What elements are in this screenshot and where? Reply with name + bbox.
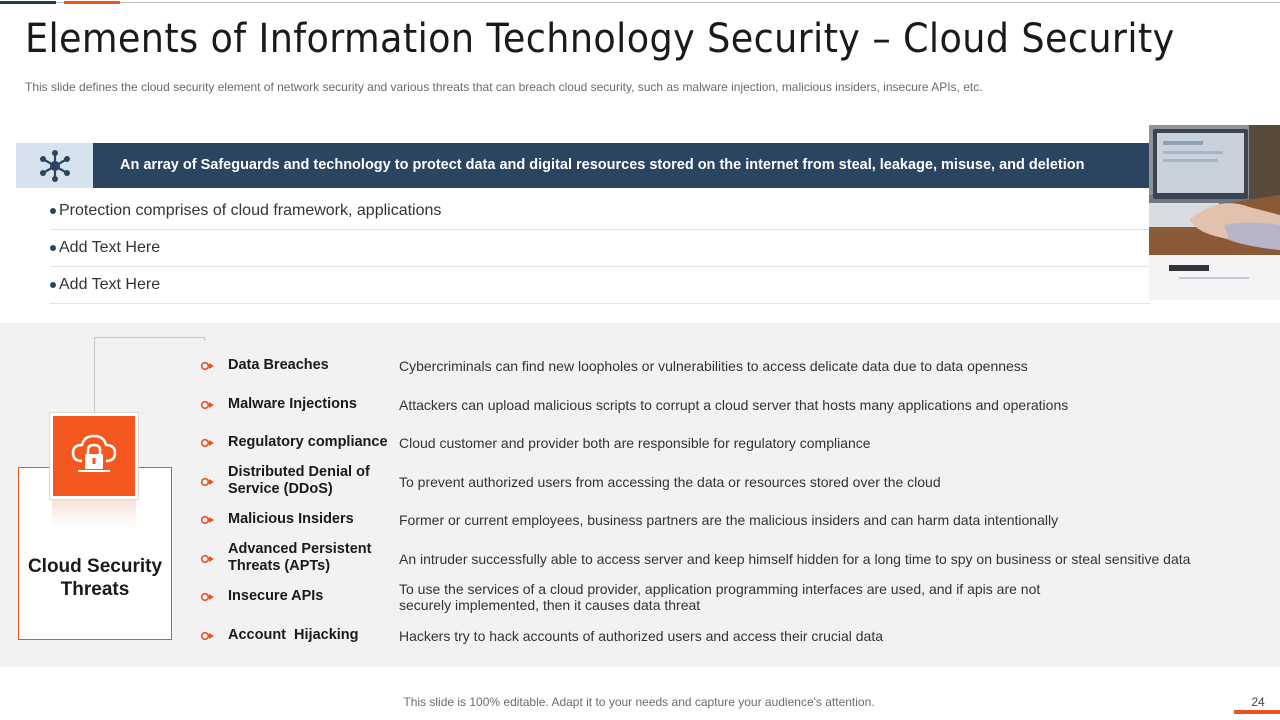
- arrow-marker-icon: [200, 477, 214, 487]
- network-hub-icon: [38, 149, 72, 183]
- top-rule: [0, 2, 1280, 3]
- definition-bullet: [50, 193, 1150, 230]
- page-subtitle: This slide defines the cloud security element of network security and various threats that can breach cloud security, such as malware injection, malicious insiders, insecure APIs, etc.: [25, 80, 983, 94]
- threat-description: Cloud customer and provider both are responsible for regulatory compliance: [399, 435, 871, 451]
- bullet-text: Add Text Here: [59, 276, 161, 293]
- laptop-photo: [1149, 125, 1280, 300]
- footer-note-text: This slide is 100% editable. Adapt it to your needs and capture your audience's attention.: [403, 695, 875, 709]
- definition-bullet: [50, 267, 1150, 304]
- threat-description: An intruder successfully able to access server and keep himself hidden for a long time to spy on business or steal sensitive data: [399, 551, 1191, 567]
- threat-name: Distributed Denial of Service (DDoS): [228, 464, 370, 497]
- icon-shadow: [52, 500, 136, 526]
- threat-name: Data Breaches: [228, 357, 329, 373]
- page-title: Elements of Information Technology Security – Cloud Security: [25, 16, 1175, 62]
- threat-name: Malicious Insiders: [228, 511, 354, 527]
- threat-name: Regulatory compliance: [228, 434, 388, 450]
- threat-description: Cybercriminals can find new loopholes or vulnerabilities to access delicate data due to data openness: [399, 358, 1028, 374]
- threat-description: To prevent authorized users from accessing the data or resources stored over the cloud: [399, 474, 941, 490]
- arrow-marker-icon: [200, 438, 214, 448]
- arrow-marker-icon: [200, 515, 214, 525]
- footer-note: [0, 695, 1280, 709]
- threats-title: Cloud Security Threats: [27, 556, 163, 600]
- threat-description: Hackers try to hack accounts of authorized users and access their crucial data: [399, 628, 884, 644]
- connector-line: [204, 337, 205, 341]
- threat-name: Insecure APIs: [228, 588, 324, 604]
- page-number-underline: [1234, 710, 1280, 714]
- arrow-marker-icon: [200, 400, 214, 410]
- definition-banner: An array of Safeguards and technology to protect data and digital resources stored on the internet from steal, leakage, misuse, and deletion: [93, 143, 1149, 188]
- threat-name: Account Hijacking: [228, 627, 359, 643]
- top-accent-orange: [64, 1, 120, 4]
- threat-description: Former or current employees, business partners are the malicious insiders and can harm data intentionally: [399, 512, 1059, 528]
- definition-bullet: [50, 230, 1150, 267]
- threat-name: Malware Injections: [228, 396, 357, 412]
- threat-description: Attackers can upload malicious scripts to corrupt a cloud server that hosts many applications and operations: [399, 397, 1069, 413]
- threat-description: To use the services of a cloud provider, application programming interfaces are used, and if apis are not securely implemented, then it causes data threat: [399, 581, 1041, 613]
- threats-panel: [0, 323, 1280, 667]
- threat-name: Advanced Persistent Threats (APTs): [228, 541, 372, 574]
- cloud-lock-icon: [70, 431, 118, 477]
- bullet-dot: [50, 245, 56, 251]
- bullet-dot: [50, 208, 56, 214]
- bullet-dot: [50, 282, 56, 288]
- arrow-marker-icon: [200, 361, 214, 371]
- bullet-text: Protection comprises of cloud framework, applications: [59, 202, 442, 219]
- arrow-marker-icon: [200, 631, 214, 641]
- definition-icon-box: [16, 143, 93, 188]
- top-accent-dark: [0, 1, 56, 4]
- bullet-text: Add Text Here: [59, 239, 161, 256]
- connector-line: [94, 337, 205, 338]
- arrow-marker-icon: [200, 592, 214, 602]
- connector-line: [94, 337, 95, 413]
- threats-icon-tile: [53, 416, 135, 496]
- page-number: 24: [1251, 695, 1265, 709]
- arrow-marker-icon: [200, 554, 214, 564]
